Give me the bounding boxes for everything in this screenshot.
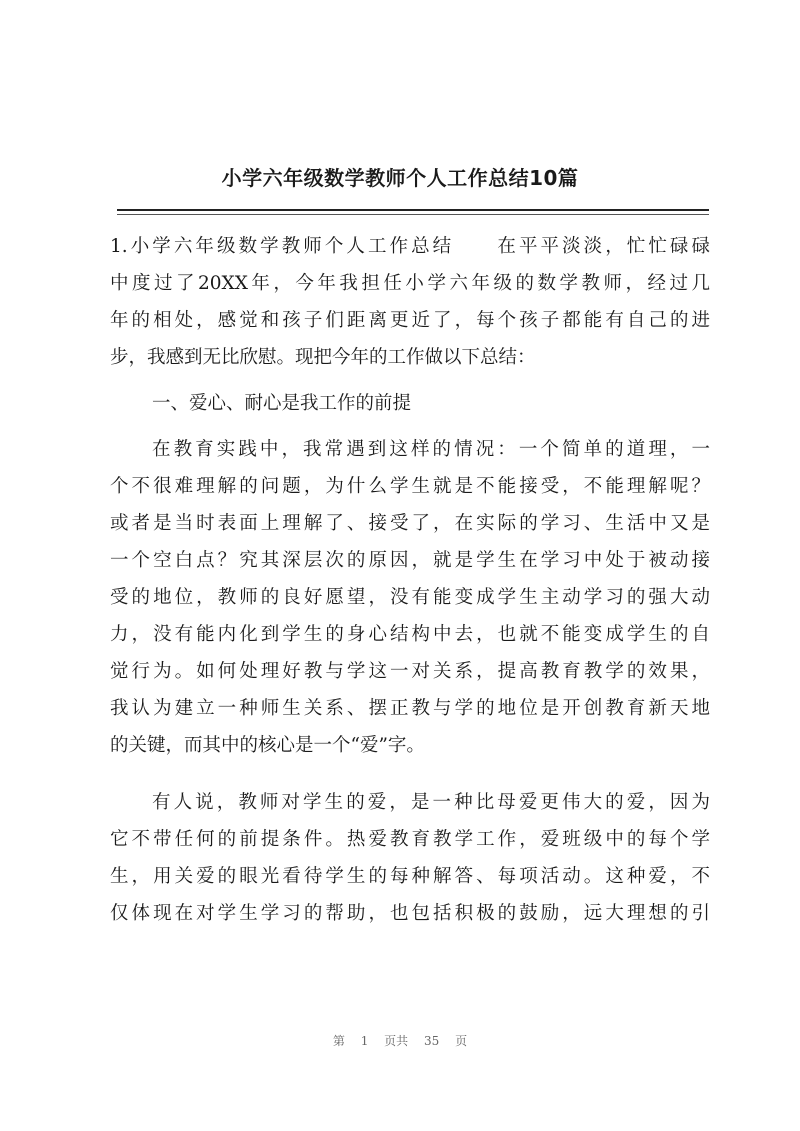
text-line: 一个空白点？究其深层次的原因，就是学生在学习中处于被动接 — [110, 550, 710, 571]
text-line: 的关键，而其中的核心是一个“爱”字。 — [110, 735, 425, 756]
text-line: 个不很难理解的问题，为什么学生就是不能接受，不能理解呢？ — [110, 476, 710, 497]
page-title: 小学六年级数学教师个人工作总结10篇 — [221, 166, 579, 190]
paragraph-love — [110, 784, 710, 932]
paragraph-practice — [110, 431, 710, 764]
spacer — [110, 376, 710, 385]
text-line: 力，没有能内化到学生的身心结构中去，也就不能变成学生的自 — [110, 624, 710, 645]
section-heading: 一、爱心、耐心是我工作的前提 — [152, 393, 412, 414]
footer-current-page: 1 — [360, 1034, 369, 1048]
document-body — [110, 228, 710, 932]
text-line: 或者是当时表面上理解了、接受了，在实际的学习、生活中又是 — [110, 513, 710, 534]
page-footer — [0, 1032, 800, 1049]
text-line: 有人说，教师对学生的爱，是一种比母爱更伟大的爱，因为 — [152, 792, 710, 813]
text-line: 觉行为。如何处理好教与学这一对关系，提高教育教学的效果， — [110, 661, 710, 682]
title-divider-thin — [117, 214, 709, 215]
title-divider — [117, 209, 709, 211]
text-line: 年的相处，感觉和孩子们距离更近了，每个孩子都能有自己的进 — [110, 310, 710, 331]
text-line: 中度过了20XX年，今年我担任小学六年级的数学教师，经过几 — [110, 273, 710, 294]
text-line: 仅体现在对学生学习的帮助，也包括积极的鼓励，远大理想的引 — [110, 903, 710, 924]
paragraph-intro — [110, 228, 710, 376]
text-line: 1.小学六年级数学教师个人工作总结 在平平淡淡，忙忙碌碌 — [110, 236, 710, 257]
text-line: 在教育实践中，我常遇到这样的情况：一个简单的道理，一 — [152, 439, 710, 460]
spacer — [110, 422, 710, 431]
text-line: 受的地位，教师的良好愿望，没有能变成学生主动学习的强大动 — [110, 587, 710, 608]
text-line: 生，用关爱的眼光看待学生的每种解答、每项活动。这种爱，不 — [110, 866, 710, 887]
text-line: 步，我感到无比欣慰。现把今年的工作做以下总结： — [110, 347, 536, 368]
spacer — [110, 764, 710, 784]
footer-label-of: 页共 — [384, 1034, 409, 1048]
footer-total-pages: 35 — [424, 1034, 440, 1048]
footer-label-end: 页 — [455, 1034, 468, 1048]
text-line: 我认为建立一种师生关系、摆正教与学的地位是开创教育新天地 — [110, 698, 710, 719]
footer-label-page: 第 — [332, 1034, 345, 1048]
text-line: 它不带任何的前提条件。热爱教育教学工作，爱班级中的每个学 — [110, 829, 710, 850]
